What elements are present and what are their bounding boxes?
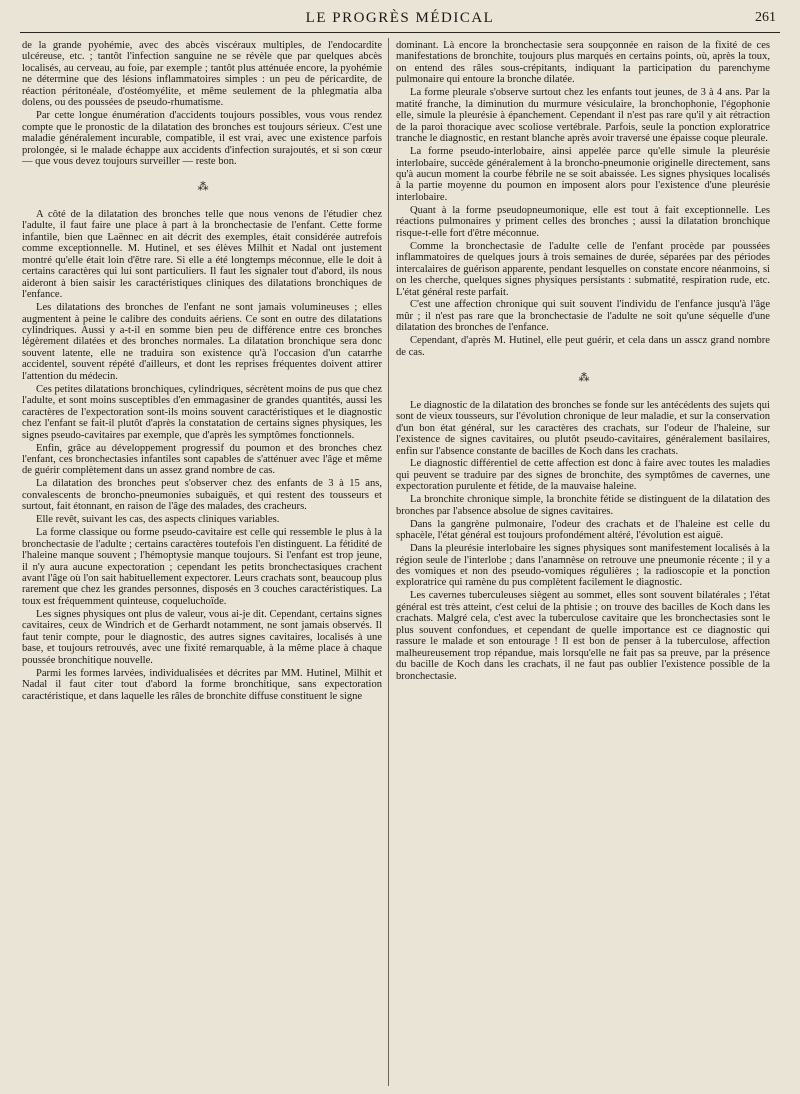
paragraph: Elle revêt, suivant les cas, des aspects cliniques variables. xyxy=(36,514,280,526)
paragraph: Enfin, grâce au développement progressif du poumon et des bronches chez l'enfant, ces bronchectasies infantiles sont capables de s'atténuer avec l'âge et même de guérir complètement dans un assez grand nombre de cas. xyxy=(22,442,382,477)
paragraph: C'est une affection chronique qui suit souvent l'individu de l'enfance jusqu'à l'âge mûr ; il n'est pas rare que la bronchectasie de l'adulte ne soit qu'une séquelle d'une dilatation des bronches de l'enfance. xyxy=(396,299,770,334)
paragraph: Parmi les formes larvées, individualisées et décrites par MM. Hutinel, Milhit et Nadal il faut citer tout d'abord la forme bronchitique, sans expectoration caractéristique, et dans laquelle les râles de bronchite diffuse constituent le signe xyxy=(22,667,382,702)
right-column xyxy=(396,40,770,1086)
paragraph: Cependant, d'après M. Hutinel, elle peut guérir, et cela dans un asscz grand nombre de cas. xyxy=(396,335,770,358)
paragraph: Le diagnostic différentiel de cette affection est donc à faire avec toutes les maladies qui peuvent se traduire par des signes de bronchite, des symptômes de cavernes, une expectoration purulente et fétide, de la mauvaise haleine. xyxy=(396,458,770,493)
paragraph: La dilatation des bronches peut s'observer chez des enfants de 3 à 15 ans, convalescents de broncho-pneumonies subaiguës, et qui restent des tousseurs et surtout, fait étonnant, en raison de l'âge des malades, des cracheurs. xyxy=(22,478,382,513)
paragraph: Ces petites dilatations bronchiques, cylindriques, sécrètent moins de pus que chez l'adulte, et sont moins susceptibles d'en emmagasiner de grandes quantités, aussi les caractères de l'expectoration sont-ils moins souvent caractéristiques et le diagnostic chez l'enfant se fait-il plutôt d'après la constatation de certains signes physiques, les signes pseudo-cavitaires par exemple, que d'après les symptômes fonctionnels. xyxy=(22,383,382,441)
paragraph: A côté de la dilatation des bronches telle que nous venons de l'étudier chez l'adulte, il faut faire une place à part à la bronchectasie de l'enfant. Cette forme infantile, bien que Laënnec en ait décrit des exemples, était considérée autrefois comme exceptionnelle. M. Hutinel, et ses élèves Milhit et Nadal ont justement montré qu'elle était loin d'être rare. Si elle a été longtemps méconnue, elle le doit à certains caractères qui lui sont particuliers. Il faut les signaler tout d'abord, ils nous aideront à bien saisir les caractéristiques cliniques des dilatations bronchiques de l'enfance. xyxy=(22,208,382,301)
paragraph: Dans la gangrène pulmonaire, l'odeur des crachats et de l'haleine est celle du sphacèle, l'état général est toujours profondément altéré, l'évolution est aiguë. xyxy=(396,518,770,542)
section-separator: ⁂ xyxy=(578,372,588,385)
paragraph: La bronchite chronique simple, la bronchite fétide se distinguent de la dilatation des bronches par l'absence absolue de signes cavitaires. xyxy=(396,494,770,517)
left-column xyxy=(22,40,382,1086)
page-number: 261 xyxy=(755,10,776,25)
page-header xyxy=(20,4,780,33)
paragraph: Les signes physiques ont plus de valeur, vous ai-je dit. Cependant, certains signes cavitaires, ceux de Windrich et de Gerhardt notamment, ne sont jamais observés. Il faut tenir compte, pour le diagnostic, des autres signes cavitaires, localisés à une base, et toujours retrouvés, avec une fixité remarquable, à la même place à chaque poussée bronchitique nouvelle. xyxy=(22,608,382,666)
paragraph: dominant. Là encore la bronchectasie sera soupçonnée en raison de la fixité de ces manifestations de bronchite, toujours plus marqués en certains points, où, après la toux, on entend des râles sous-crépitants, indiquant la participation du parenchyme pulmonaire qui entoure la bronche dilatée. xyxy=(396,40,770,86)
paragraph: La forme classique ou forme pseudo-cavitaire est celle qui ressemble le plus à la bronchectasie de l'adulte ; certains caractères toutefois l'en distinguent. La fétidité de l'haleine manque souvent ; l'hémoptysie manque toujours. Si l'enfant est trop jeune, il n'y aura aucune expectoration ; cependant les petits bronchectasiques crachent avant l'âge où l'on sait habituellement expectorer. Leurs crachats sont, beaucoup plus rarement que chez les grandes personnes, disposés en 3 couches caractéristiques. La toux est fréquemment quinteuse, coqueluchoïde. xyxy=(22,527,382,607)
paragraph: Le diagnostic de la dilatation des bronches se fonde sur les antécédents des sujets qui sont de vieux tousseurs, sur l'évolution chronique de leur maladie, et sur la conservation d'un bon état général, sur les caractères des crachats, sur l'odeur de l'haleine, sur l'existence de signes cavitaires, ou plutôt pseudo-cavitaires, généralement basilaires, enfin sur l'absence constante de bacilles de Koch dans les crachats. xyxy=(396,399,770,457)
paragraph: Par cette longue énumération d'accidents toujours possibles, vous vous rendez compte que le pronostic de la dilatation des bronches est toujours sérieux. C'est une maladie généralement incurable, compatible, il est vrai, avec une existence parfois prolongée, si le malade échappe aux accidents d'infection surajoutés, et si son cœur — que vous devez toujours surveiller — reste bon. xyxy=(22,110,382,168)
journal-title: LE PROGRÈS MÉDICAL xyxy=(305,9,495,26)
paragraph: Dans la pleurésie interlobaire les signes physiques sont manifestement localisés à la région seule de l'interlobe ; dans l'anamnèse on retrouve une pneumonie récente ; il y a des vomiques et non des pseudo-vomiques régulières ; la radioscopie et la ponction exploratrice qui ramène du pus complètent facilement le diagnostic. xyxy=(396,543,770,589)
paragraph: Les cavernes tuberculeuses siègent au sommet, elles sont souvent bilatérales ; l'état général est très atteint, c'est celui de la phtisie ; on trouve des bacilles de Koch dans les crachats. Malgré cela, c'est avec la tuberculose cavitaire que les bronchectasies sont le plus souvent confondues, et cependant de quelle importance est ce diagnostic qui rassure le malade et son entourage ! Il est bon de penser à la tuberculose, affection malheureusement trop répandue, mais lorsqu'elle ne fait pas sa preuve, par la présence du bacille de Koch dans les crachats, il ne faut pas oublier l'existence possible de la bronchectasie. xyxy=(396,590,770,682)
paragraph: Les dilatations des bronches de l'enfant ne sont jamais volumineuses ; elles augmentent à peine le calibre des conduits aériens. Ce sont en outre des dilatations cylindriques. Aussi y a-t-il en somme bien peu de différence entre ces bronches légèrement dilatées et des bronches normales. La dilatation bronchique sera donc souvent latente, elle ne traduira son existence qu'à l'occasion d'un catarrhe accidentel, souvent répété d'ailleurs, et dont les reprises fréquentes doivent attirer l'attention du médecin. xyxy=(22,302,382,382)
column-divider xyxy=(388,38,389,1086)
paragraph: La forme pleurale s'observe surtout chez les enfants tout jeunes, de 3 à 4 ans. Par la matité franche, la diminution du murmure vésiculaire, la bronchophonie, l'égophonie elle, simule la pleurésie à épanchement. Cependant il n'est pas rare qu'il y ait rétraction de la paroi thoracique avec scoliose vertébrale. Parfois, seule la ponction exploratrice tranche le diagnostic, en restant blanche après avoir traversé une épaisse coque pleurale. xyxy=(396,87,770,145)
section-separator: ⁂ xyxy=(197,181,207,194)
paragraph: de la grande pyohémie, avec des abcès viscéraux multiples, de l'endocardite ulcéreuse, etc. ; tantôt l'infection sanguine ne se révèle que par quelques abcès localisés, au cerveau, au foie, par exemple ; tantôt plus atténuée encore, la pyohémie ne détermine que des lésions inflammatoires simples : un peu de péricardite, de réaction péritonéale, d'ostéomyélite, et même seulement de la phlegmatia alba dolens, ou des poussées de pseudo-rhumatisme. xyxy=(22,40,382,109)
paragraph: La forme pseudo-interlobaire, ainsi appelée parce qu'elle simule la pleurésie interlobaire, succède généralement à la broncho-pneumonie originelle directement, sans qu'à aucun moment la courbe fébrile ne se soit abaissée. Les signes physiques localisés à la partie moyenne du poumon en imposent alors pour l'existence d'une pleurésie interlobaire. xyxy=(396,146,770,203)
paragraph: Comme la bronchectasie de l'adulte celle de l'enfant procède par poussées inflammatoires de quelques jours à trois semaines de durée, séparées par des périodes intercalaires de guérison apparente, pendant lesquelles on constate encore néanmoins, si on les cherche, quelques signes physiques persistants : submatité, respiration rude, etc. L'état général reste parfait. xyxy=(396,240,770,298)
paragraph: Quant à la forme pseudopneumonique, elle est tout à fait exceptionnelle. Les réactions pulmonaires y priment celles des bronches ; aussi la dilatation bronchique risque-t-elle fort d'être méconnue. xyxy=(396,204,770,239)
